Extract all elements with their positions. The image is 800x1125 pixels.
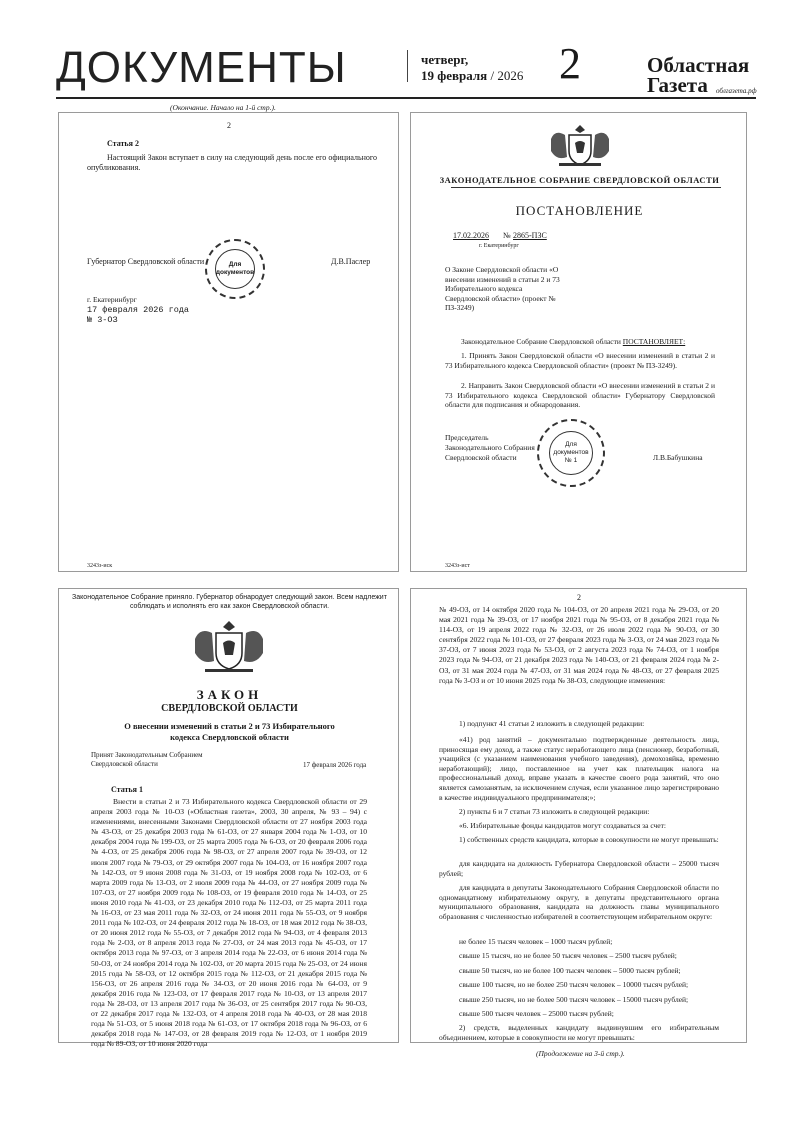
fund-limits-list <box>459 935 719 1021</box>
stamp-text: Для документов № 1 <box>549 431 593 475</box>
continuation-bottom: (Продолжение на 3-й стр.). <box>536 1049 625 1058</box>
list-item: свыше 500 тысяч человек – 25000 тысяч рублей; <box>459 1009 614 1019</box>
footer-code: 3243з-иск <box>87 563 113 569</box>
continuation-top: (Окончание. Начало на 1-й стр.). <box>170 103 276 112</box>
brand-site: облгазета.рф <box>716 87 757 95</box>
masthead <box>0 0 800 100</box>
governor-name: Д.В.Паслер <box>331 257 371 266</box>
amendment-2: 2) пункты 6 и 7 статьи 73 изложить в следующей редакции: <box>459 807 650 816</box>
law-number: № 3-ОЗ <box>87 315 118 325</box>
resolution-intro-text: Законодательное Собрание Свердловской области <box>461 337 621 346</box>
doc-type: ПОСТАНОВЛЕНИЕ <box>515 203 644 218</box>
document-page-law-continued <box>410 588 747 1043</box>
governor-label: Губернатор Свердловской области <box>87 257 205 266</box>
brand-line2: Газета <box>647 73 708 97</box>
law-subject: О внесении изменений в статьи 2 и 73 Избирательного кодекса Свердловской области <box>124 721 335 742</box>
page-num: 2 <box>577 593 581 602</box>
list-item: свыше 250 тысяч, но не более 500 тысяч человек – 15000 тысяч рублей; <box>459 994 689 1004</box>
coat-of-arms-icon <box>545 121 615 169</box>
page-num: 2 <box>227 121 231 130</box>
chair-line3: Свердловской области <box>445 453 517 462</box>
fund-source-1: 1) собственных средств кандидата, которые в совокупности не могут превышать: <box>459 835 719 844</box>
article-heading: Статья 1 <box>111 785 143 794</box>
list-item: свыше 15 тысяч, но не более 50 тысяч человек – 2500 тысяч рублей; <box>459 951 677 961</box>
page-number: 2 <box>559 39 581 88</box>
resolution-item-1: 1. Принять Закон Свердловской области «О внесении изменений в статьи 2 и 73 Избирательного кодекса Свердловской области» (проект № ПЗ-3249). <box>445 351 715 370</box>
adopted-line2: Свердловской области <box>91 760 158 768</box>
adopted-line1: Принят Законодательным Собранием <box>91 751 203 759</box>
official-stamp <box>205 239 265 299</box>
stamp-text: Для документов <box>215 249 255 289</box>
law-region: СВЕРДЛОВСКОЙ ОБЛАСТИ <box>161 703 298 714</box>
document-page-law <box>58 588 399 1049</box>
issue-weekday: четверг, <box>421 52 469 67</box>
resolution-number: 2865-ПЗС <box>513 231 547 240</box>
resolution-item-2: 2. Направить Закон Свердловской области «О внесении изменений в статьи 2 и 73 Избирательного кодекса Свердловской области» Губернатору Свердловской области для подписания и обнародования. <box>445 381 715 410</box>
chair-line1: Председатель <box>445 433 489 442</box>
adopted-date: 17 февраля 2026 года <box>303 761 367 769</box>
issue-date-day: 19 февраля <box>421 68 488 83</box>
law-preamble: Законодательное Собрание приняло. Губернатор обнародует следующий закон. Всем надлежит соблюдать и исполнять его как закон Свердловской области. <box>72 594 387 610</box>
fund-governor: для кандидата на должность Губернатора Свердловской области – 25000 тысяч рублей; <box>439 859 719 878</box>
resolution-place: г. Екатеринбург <box>479 243 519 249</box>
official-stamp <box>537 419 605 487</box>
article-text: Настоящий Закон вступает в силу на следующий день после его официального опубликования. <box>87 153 377 172</box>
list-item: свыше 50 тысяч, но не более 100 тысяч человек – 5000 тысяч рублей; <box>459 965 681 975</box>
fund-source-2: 2) средств, выделенных кандидату выдвинувшим его избирательным объединением, которые в совокупности не могут превышать: <box>439 1023 719 1042</box>
amendment-1-text: «41) род занятий – документально подтвержденные деятельность лица, приносящая ему доход, а также статус неработающего лица (пенсионер, безработный, учащийся (с указанием наименования учебного заведения), домохозяйка, временно неработающий); лицо, поставленное на учет как плательщик налога на профессиональный доход, вправе указать в качестве своего рода занятий, что оно является самозанятым, за исключением случая, если указанное лицо зарегистрировано в качестве индивидуального предпринимателя;»; <box>439 735 719 802</box>
number-sign: № <box>503 231 511 240</box>
amendment-1: 1) подпункт 41 статьи 2 изложить в следующей редакции: <box>459 719 645 728</box>
resolution-subject: О Законе Свердловской области «О внесении изменений в статьи 2 и 73 Избирательного кодекса Свердловской области» (проект № ПЗ-3249) <box>445 265 560 312</box>
issue-year: / 2026 <box>490 68 524 83</box>
brand-line1: Областная <box>647 53 750 77</box>
list-item: не более 15 тысяч человек – 1000 тысяч рублей; <box>459 937 613 946</box>
adopted-by <box>91 751 203 769</box>
law-body-continued: № 49-ОЗ, от 14 октября 2020 года № 104-ОЗ, от 20 апреля 2021 года № 29-ОЗ, от 20 мая 2021 года № 39-ОЗ, от 17 ноября 2021 года № 95-ОЗ, от 8 декабря 2021 года № 114-ОЗ, от 19 апреля 2022 года № 32-ОЗ, от 26 июля 2022 года № 90-ОЗ, от 30 сентября 2022 года № 101-ОЗ, от 27 февраля 2023 года № 3-ОЗ, от 24 мая 2023 года № 37-ОЗ, от 7 июня 2023 года № 53-ОЗ, от 2 августа 2023 года № 74-ОЗ, от 1 ноября 2023 года № 94-ОЗ, от 21 декабря 2023 года № 140-ОЗ, от 21 февраля 2024 года № 2-ОЗ, от 31 мая 2024 года № 47-ОЗ, от 31 мая 2024 года № 48-ОЗ, от 27 февраля 2025 года № 3-ОЗ и от 10 июня 2025 года № 38-ОЗ, следующие изменения: <box>439 605 719 685</box>
document-page-resolution <box>410 112 747 572</box>
resolution-verb: ПОСТАНОВЛЯЕТ: <box>622 337 686 346</box>
sign-date: 17 февраля 2026 года <box>87 305 190 315</box>
fund-deputies: для кандидата в депутаты Законодательного Собрания Свердловской области по одномандатному избирательному округу, в депутаты представительного органа муниципального образования, кандидата на должность главы муниципального образования с численностью избирателей в соответствующем избирательном округе: <box>439 883 719 921</box>
resolution-date: 17.02.2026 <box>453 231 489 240</box>
law-body: Внести в статьи 2 и 73 Избирательного кодекса Свердловской области от 29 апреля 2003 года № 10-ОЗ («Областная газета», 2003, 30 апреля, № 93 – 94) с изменениями, внесенными Законами Свердловской области от 27 ноября 2003 года № 43-ОЗ, от 25 декабря 2003 года № 61-ОЗ, от 27 января 2004 года № 1-ОЗ, от 10 декабря 2004 года № 199-ОЗ, от 25 марта 2005 года № 6-ОЗ, от 20 февраля 2006 года № 4-ОЗ, от 25 декабря 2006 года № 98-ОЗ, от 27 апреля 2007 года № 39-ОЗ, от 12 июля 2007 года № 79-ОЗ, от 29 октября 2007 года № 104-ОЗ, от 16 ноября 2007 года № 142-ОЗ, от 9 июня 2008 года № 31-ОЗ, от 19 ноября 2008 года № 102-ОЗ, от 6 марта 2009 года № 13-ОЗ, от 2 июля 2009 года № 44-ОЗ, от 27 ноября 2009 года № 107-ОЗ, от 27 ноября 2009 года № 108-ОЗ, от 19 февраля 2010 года № 14-ОЗ, от 25 июня 2010 года № 41-ОЗ, от 23 декабря 2010 года № 112-ОЗ, от 25 марта 2011 года № 16-ОЗ, от 23 мая 2011 года № 32-ОЗ, от 24 июня 2011 года № 55-ОЗ, от 9 ноября 2011 года № 102-ОЗ, от 24 февраля 2012 года № 18-ОЗ, от 18 мая 2012 года № 38-ОЗ, от 20 июня 2012 года № 55-ОЗ, от 7 декабря 2012 года № 94-ОЗ, от 4 февраля 2013 года № 2-ОЗ, от 8 апреля 2013 года № 27-ОЗ, от 24 мая 2013 года № 45-ОЗ, от 17 октября 2013 года № 97-ОЗ, от 3 апреля 2014 года № 22-ОЗ, от 6 июня 2014 года № 50-ОЗ, от 24 ноября 2014 года № 102-ОЗ, от 20 марта 2015 года № 25-ОЗ, от 24 июня 2015 года № 58-ОЗ, от 12 октября 2015 года № 112-ОЗ, от 21 декабря 2015 года № 156-ОЗ, от 26 апреля 2016 года № 34-ОЗ, от 20 июня 2016 года № 64-ОЗ, от 9 декабря 2016 года № 123-ОЗ, от 17 февраля 2017 года № 10-ОЗ, от 13 апреля 2017 года № 28-ОЗ, от 13 апреля 2017 года № 36-ОЗ, от 25 сентября 2017 года № 90-ОЗ, от 22 декабря 2017 года № 132-ОЗ, от 4 апреля 2018 года № 40-ОЗ, от 28 мая 2018 года № 51-ОЗ, от 5 июня 2018 года № 61-ОЗ, от 17 октября 2018 года № 96-ОЗ, от 6 декабря 2018 года № 147-ОЗ, от 28 февраля 2019 года № 12-ОЗ, от 1 ноября 2019 года № 89-ОЗ, от 10 июня 2020 года <box>91 797 367 1049</box>
masthead-divider <box>407 50 408 82</box>
list-item: свыше 100 тысяч, но не более 250 тысяч человек – 10000 тысяч рублей; <box>459 980 689 990</box>
sign-place: г. Екатеринбург <box>87 295 137 304</box>
coat-of-arms-icon <box>189 617 269 675</box>
chair-title <box>445 433 535 463</box>
document-page-law-end <box>58 112 399 572</box>
footer-code: 3243з-ист <box>445 563 470 569</box>
section-title: ДОКУМЕНТЫ <box>56 43 347 92</box>
org-name: ЗАКОНОДАТЕЛЬНОЕ СОБРАНИЕ СВЕРДЛОВСКОЙ ОБЛАСТИ <box>439 175 720 185</box>
amendment-2-point6: «6. Избирательные фонды кандидатов могут создаваться за счет: <box>459 821 666 830</box>
chair-line2: Законодательного Собрания <box>445 443 535 452</box>
article-heading: Статья 2 <box>107 139 139 148</box>
issue-date <box>421 68 523 84</box>
law-title: ЗАКОН <box>196 687 263 702</box>
resolution-intro <box>461 337 685 347</box>
masthead-rule <box>56 97 756 99</box>
chair-name: Л.В.Бабушкина <box>653 453 703 462</box>
org-rule <box>451 187 721 188</box>
